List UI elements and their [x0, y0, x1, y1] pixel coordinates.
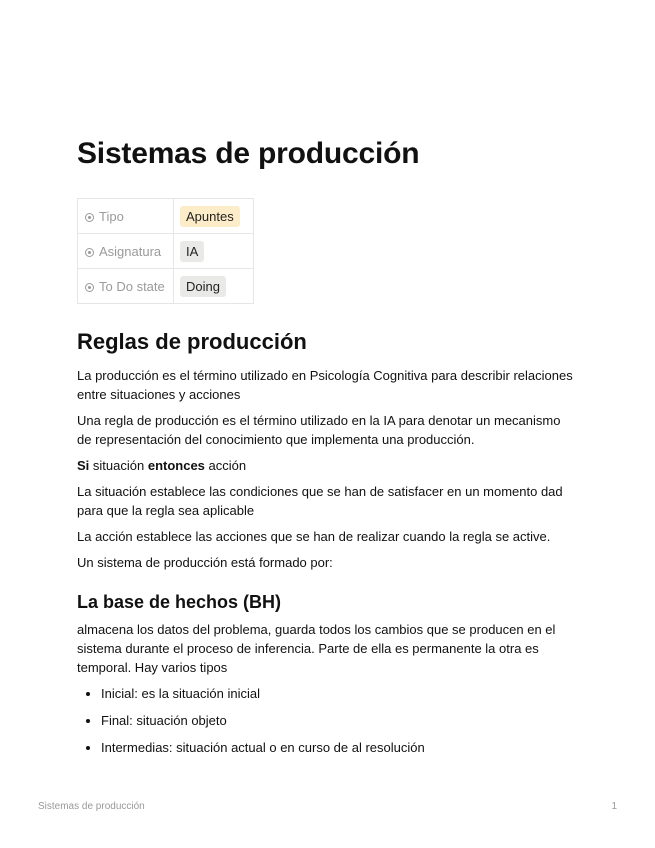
property-name: To Do state	[99, 278, 165, 294]
property-value-cell[interactable]	[174, 199, 254, 234]
paragraph: La acción establece las acciones que se han de realizar cuando la regla se active.	[77, 529, 551, 544]
paragraph: La situación establece las condiciones que se han de satisfacer en un momento dad para que la regla sea aplicable	[77, 484, 563, 518]
property-name-cell	[78, 269, 174, 304]
properties-table	[77, 198, 254, 304]
asignatura-tag: IA	[180, 241, 204, 262]
paragraph: La producción es el término utilizado en Psicología Cognitiva para describir relaciones entre situaciones y acciones	[77, 368, 573, 402]
bold-entonces: entonces	[147, 458, 205, 473]
property-value-cell[interactable]	[174, 234, 254, 269]
list-item: • Intermedias: situación actual o en curso de al resolución	[101, 738, 577, 757]
paragraph: almacena los datos del problema, guarda todos los cambios que se producen en el sistema durante el proceso de inferencia. Parte de ella es permanente la otra es temporal. Hay varios tipos	[77, 622, 556, 675]
paragraph: Una regla de producción es el término utilizado en la IA para denotar un mecanismo de representación del conocimiento que implementa una producción.	[77, 413, 561, 447]
rule-text: situación	[89, 458, 148, 473]
bold-si: Si	[77, 458, 90, 473]
property-name: Tipo	[99, 208, 124, 224]
property-name-cell	[78, 234, 174, 269]
list-item: • Inicial: es la situación inicial	[101, 684, 577, 703]
rule-paragraph	[77, 456, 577, 475]
list-item: • Final: situación objeto	[101, 711, 577, 730]
section-heading-reglas: Reglas de producción	[77, 329, 307, 354]
page-number: 1	[611, 801, 617, 812]
property-name-cell	[78, 199, 174, 234]
rule-text: acción	[204, 458, 247, 473]
paragraph: Un sistema de producción está formado por:	[77, 555, 333, 570]
page-content	[77, 328, 577, 765]
property-name: Asignatura	[99, 243, 162, 259]
page-title: Sistemas de producción	[77, 137, 420, 170]
section-heading-base-hechos: La base de hechos (BH)	[77, 592, 282, 612]
property-row-tipo	[78, 199, 254, 234]
select-property-icon	[85, 283, 94, 292]
footer-title: Sistemas de producción	[38, 801, 145, 812]
select-property-icon	[85, 213, 94, 222]
property-row-todo-state	[78, 269, 254, 304]
todo-state-tag: Doing	[180, 276, 226, 297]
property-value-cell[interactable]	[174, 269, 254, 304]
property-row-asignatura	[78, 234, 254, 269]
tipo-tag: Apuntes	[180, 206, 240, 227]
select-property-icon	[85, 248, 94, 257]
bullet-list	[77, 684, 577, 757]
